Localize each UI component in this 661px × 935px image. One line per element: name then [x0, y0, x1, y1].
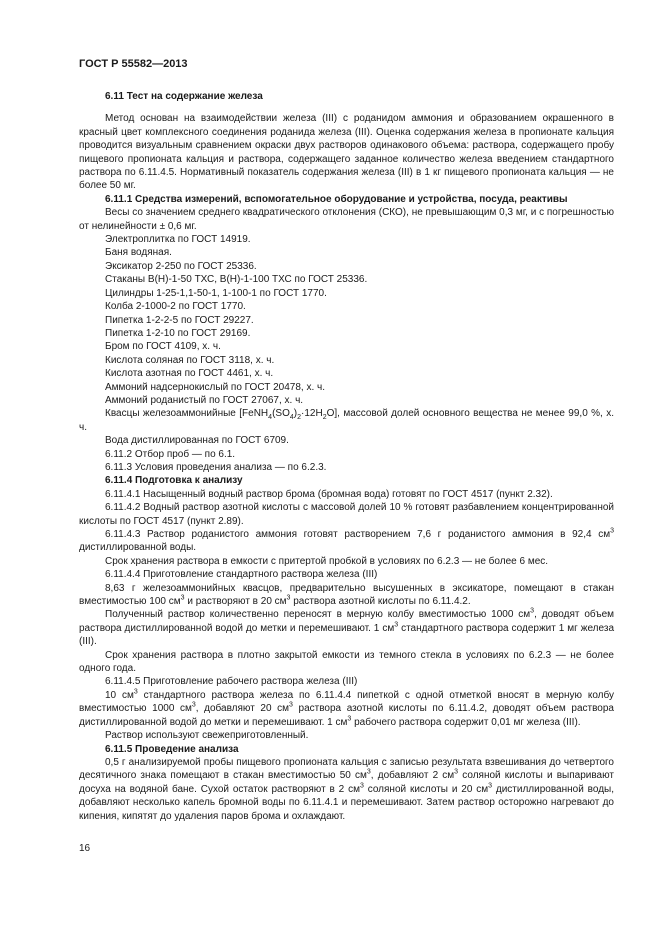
superscript: 3 [191, 701, 196, 709]
list-item: Цилиндры 1-25-1,1-50-1, 1-100-1 по ГОСТ 1770. [105, 287, 327, 299]
text-run: Полученный раствор количественно переносят в мерную колбу вместимостью 1000 см [105, 609, 531, 621]
list-item: Кислота азотная по ГОСТ 4461, х. ч. [105, 368, 274, 380]
text-run: рабочего раствора содержит 0,01 мг железа (III). [351, 716, 581, 728]
paragraph: Срок хранения раствора в емкости с притертой пробкой в условиях по 6.2.3 — не более 6 мес. [105, 555, 549, 567]
text-run: , добавляют 2 см [370, 770, 455, 782]
list-item: Пипетка 1-2-2-5 по ГОСТ 29227. [105, 314, 254, 326]
text-run: O], массовой долей основного вещества не менее 99,0 %, х. ч. [79, 408, 614, 433]
paragraph: 6.11.4.1 Насыщенный водный раствор брома (бромная вода) готовят по ГОСТ 4517 (пункт 2.32). [105, 488, 553, 500]
text-run: и растворяют в 20 см [184, 596, 287, 608]
list-item [79, 407, 614, 434]
paragraph: Весы со значением среднего квадратического отклонения (СКО), не превышающим 0,3 мг, и с погрешностью от нелинейности ± 0,6 мг. [79, 207, 614, 232]
list-item: Вода дистиллированная по ГОСТ 6709. [105, 435, 289, 447]
page-body [79, 90, 614, 823]
subscript: 4 [289, 414, 294, 422]
list-item: Электроплитка по ГОСТ 14919. [105, 234, 251, 246]
paragraph [79, 756, 614, 823]
paragraph: 6.11.4.2 Водный раствор азотной кислоты с массовой долей 10 % готовят разбавлением концентрированной кислоты по ГОСТ 4517 (пункт 2.89). [79, 502, 614, 527]
subsection-heading: 6.11.4 Подготовка к анализу [105, 475, 243, 487]
text-run: (SO [272, 408, 290, 420]
text-run: стандартного раствора содержит 1 мг железа (III). [79, 622, 615, 648]
paragraph: 6.11.4.4 Приготовление стандартного раствора железа (III) [105, 569, 378, 581]
superscript: 3 [610, 527, 614, 535]
subscript: 2 [322, 414, 327, 422]
paragraph [79, 608, 614, 648]
document-header: ГОСТ Р 55582—2013 [79, 58, 188, 70]
superscript: 3 [133, 688, 138, 696]
text-run: ) [293, 408, 298, 420]
list-item: Колба 2-1000-2 по ГОСТ 1770. [105, 301, 246, 313]
text-run: дистиллированной воды, добавляют несколько капель бромной воды по 6.11.4.1 и перемешивают. Затем раствор осторожно нагревают до кипения, кипятят до удаления паров брома и охлаждают. [79, 783, 614, 822]
text-run: соляной кислоты и выпаривают досуха на водяной бане. Сухой остаток растворяют в 2 см [79, 770, 614, 795]
list-item: Стаканы В(Н)-1-50 ТХС, В(Н)-1-100 ТХС по ГОСТ 25336. [105, 274, 368, 286]
superscript: 3 [289, 701, 293, 709]
paragraph: Раствор используют свежеприготовленный. [105, 730, 309, 742]
section-title: 6.11 Тест на содержание железа [105, 91, 263, 102]
text-run: , добавляют 20 см [195, 703, 289, 715]
paragraph: 6.11.3 Условия проведения анализа — по 6.2.3. [105, 461, 327, 473]
subsection-heading: 6.11.5 Проведение анализа [105, 743, 239, 755]
text-run: ·12H [301, 408, 323, 420]
list-item: Аммоний надсернокислый по ГОСТ 20478, х. ч. [105, 381, 325, 393]
paragraph: Срок хранения раствора в плотно закрытой емкости из темного стекла в условиях по 6.2.3 — не более одного года. [79, 649, 614, 675]
text-run: стандартного раствора железа по 6.11.4.4 пипеткой с одной отметкой вносят в мерную колбу вместимостью 1000 см [79, 689, 614, 715]
list-item: Пипетка 1-2-10 по ГОСТ 29169. [105, 327, 251, 339]
subscript: 4 [268, 414, 273, 422]
paragraph: 6.11.4.5 Приготовление рабочего раствора железа (III) [105, 676, 358, 688]
superscript: 3 [530, 608, 535, 616]
superscript: 3 [347, 715, 352, 723]
superscript: 3 [286, 594, 291, 602]
page-number: 16 [79, 843, 91, 854]
text-run: 6.11.4.3 Раствор роданистого аммония готовят растворением 7,6 г роданистого аммония в 92,4 см [105, 529, 611, 540]
text-run: раствора азотной кислоты по 6.11.4.2. [290, 596, 471, 608]
text-run: соляной кислоты и 20 см [363, 783, 489, 795]
list-item: Баня водяная. [105, 247, 172, 259]
list-item: Аммоний роданистый по ГОСТ 27067, х. ч. [105, 394, 304, 406]
superscript: 3 [180, 594, 185, 602]
text-run: раствора азотной кислоты по 6.11.4.2, доводят объем раствора дистиллированной водой до метки и перемешивают. 1 см [79, 703, 614, 728]
text-run: 8,63 г железоаммонийных квасцов, предварительно высушенных в эксикаторе, помещают в стакан вместимостью 100 см [79, 582, 614, 608]
text-run: 0,5 г анализируемой пробы пищевого пропионата кальция с записью результата взвешивания до четвертого десятичного знака помещают в стакан вместимостью 50 см [79, 756, 614, 782]
superscript: 3 [394, 621, 399, 629]
text-run: , доводят объем раствора дистиллированной водой до метки и перемешивают. 1 см [79, 609, 614, 634]
text-run: 10 см [105, 689, 134, 701]
list-item: Эксикатор 2-250 по ГОСТ 25336. [105, 260, 257, 272]
superscript: 3 [359, 782, 364, 790]
superscript: 3 [366, 768, 371, 776]
text-run: дистиллированной воды. [79, 542, 197, 554]
superscript: 3 [488, 782, 493, 790]
text-run: Квасцы железоаммонийные [FeNH [105, 408, 269, 420]
subscript: 2 [297, 414, 301, 422]
subsection-heading: 6.11.1 Средства измерений, вспомогательное оборудование и устройства, посуда, реактивы [105, 193, 568, 205]
superscript: 3 [454, 768, 459, 776]
paragraph: Метод основан на взаимодействии железа (III) с роданидом аммония и образованием окрашенного в красный цвет комплексного соединения роданида железа (III). Оценка содержания железа в пропионате кальция проводится визуальным сравнением окраски двух растворов одинакового объема: раствора, содержащего пробу пищевого пропионата кальция и раствора, содержащего заданное количество железа введением стандартного раствора по 6.11.4.5. Нормативный показатель содержания железа (III) в 1 кг пищевого пропионата кальция — не более 50 мг. [79, 113, 614, 192]
list-item: Кислота соляная по ГОСТ 3118, х. ч. [105, 354, 275, 366]
paragraph: 6.11.2 Отбор проб — по 6.1. [105, 448, 236, 460]
paragraph [79, 689, 614, 729]
paragraph [79, 528, 614, 555]
list-item: Бром по ГОСТ 4109, х. ч. [105, 341, 221, 353]
paragraph [79, 582, 614, 609]
